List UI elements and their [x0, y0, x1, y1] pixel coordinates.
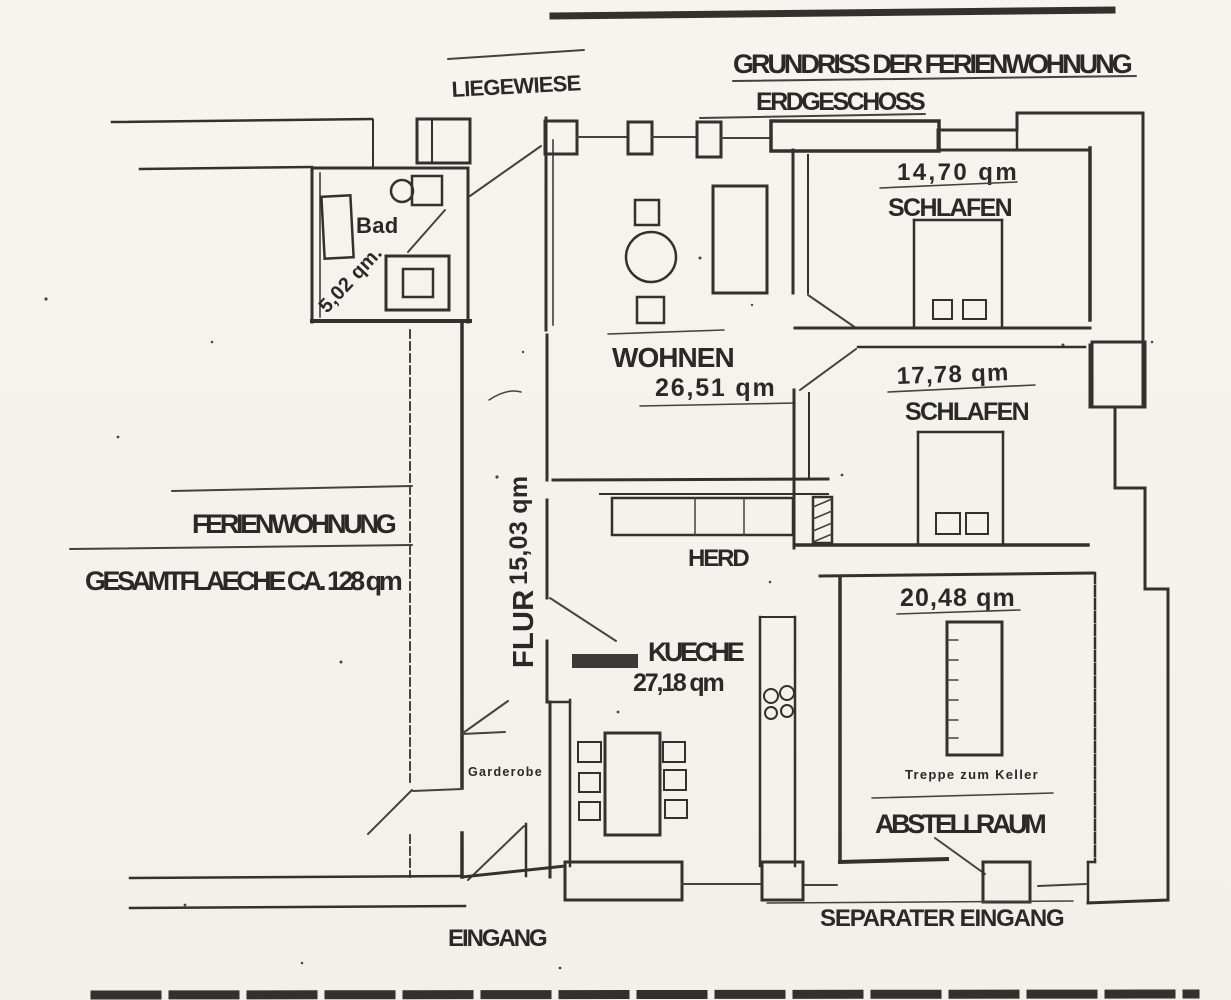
right-outer-boundary	[938, 113, 1168, 903]
bed-icon	[918, 432, 1003, 543]
wall-pier	[628, 122, 652, 154]
room-kueche	[553, 479, 832, 866]
separater-eingang-label: SEPARATER EINGANG	[820, 905, 1065, 932]
pillow	[933, 300, 952, 319]
bad-door-swing	[408, 210, 445, 252]
eingang-label: EINGANG	[448, 925, 548, 952]
ferienwohnung-label: FERIENWOHNUNG	[192, 509, 397, 539]
pillow	[966, 513, 988, 534]
garderobe-door-swing	[463, 701, 508, 733]
bad-label: Bad	[356, 213, 399, 238]
window	[1038, 884, 1086, 886]
wall-block	[565, 862, 682, 900]
schlafen2-label: SCHLAFEN	[905, 398, 1030, 426]
stove-icon	[760, 617, 795, 866]
abstellraum-door-swing	[935, 838, 985, 874]
wall-band	[771, 121, 939, 151]
abstellraum-area-label: 20,48 qm	[900, 584, 1015, 612]
bad-area-label: 5,02 qm.	[314, 242, 387, 318]
flur-door-swing	[368, 790, 412, 834]
room-schlafen2	[794, 342, 1145, 548]
flur-area-label: 15,03 qm	[505, 475, 533, 585]
room-wohnen	[608, 150, 856, 406]
sofa-icon	[713, 186, 767, 293]
chair-icon	[579, 773, 600, 792]
chimney-hatch	[813, 497, 832, 543]
chair-icon	[637, 297, 664, 323]
liegewiese-label: LIEGEWIESE	[450, 70, 583, 102]
flur-labels	[489, 391, 540, 668]
sideboard-icon	[572, 654, 638, 668]
chair-icon	[665, 800, 687, 818]
toilet-icon	[391, 176, 442, 205]
terrace-door-swing	[470, 146, 541, 196]
schlafen1-door-swing	[808, 295, 856, 328]
bottom-wall	[462, 862, 1086, 903]
chair-icon	[663, 742, 685, 762]
herd-label: HERD	[688, 545, 750, 572]
abstellraum-label: ABSTELLRAUM	[875, 809, 1047, 839]
entry-porch	[417, 119, 470, 163]
pillow	[936, 513, 960, 534]
shower-icon	[386, 256, 449, 310]
flur-label: FLUR	[508, 589, 540, 668]
room-schlafen1	[795, 159, 1090, 347]
treppe-label: Treppe zum Keller	[905, 767, 1038, 782]
page-title: GRUNDRISS DER FERIENWOHNUNG	[733, 49, 1133, 79]
room-flur	[368, 323, 616, 880]
kueche-area-label: 27,18 qm	[633, 669, 725, 697]
kueche-label: KUECHE	[648, 637, 745, 667]
round-table-icon	[626, 232, 676, 282]
wohnen-area-label: 26,51 qm	[655, 374, 775, 402]
wall-pier	[545, 121, 577, 154]
kitchen-counter-icon	[612, 498, 793, 535]
room-bad	[312, 146, 541, 322]
entrance-labels	[448, 905, 1065, 952]
sink-icon	[321, 195, 353, 258]
kueche-door-swing	[550, 598, 616, 641]
room-abstellraum	[820, 573, 1095, 903]
pillow	[963, 300, 986, 319]
stairs-icon	[947, 622, 1002, 755]
dining-set-icon	[570, 700, 687, 866]
title-block	[700, 49, 1136, 118]
wall-pier	[697, 122, 721, 157]
wall-block	[762, 862, 803, 900]
chair-icon	[664, 770, 686, 790]
garderobe-label: Garderobe	[468, 765, 542, 779]
exterior-walls	[545, 113, 1168, 903]
page-subtitle: ERDGESCHOSS	[756, 88, 926, 116]
bed-icon	[914, 220, 1002, 327]
schlafen1-label: SCHLAFEN	[888, 194, 1013, 222]
schlafen1-area-label: 14,70 qm	[897, 159, 1017, 186]
schlafen2-door-swing	[800, 349, 856, 390]
door-block	[983, 862, 1030, 902]
left-annotations	[70, 486, 465, 908]
dining-table-icon	[605, 733, 660, 835]
chair-icon	[635, 200, 659, 225]
schlafen2-area-label: 17,78 qm	[896, 359, 1010, 390]
wohnen-label: WOHNEN	[612, 342, 735, 373]
total-area-label: GESAMTFLAECHE CA. 128 qm	[85, 566, 403, 596]
scan-edge-artifacts	[44, 10, 1195, 995]
chair-icon	[579, 802, 600, 820]
liegewiese	[112, 50, 584, 169]
chair-icon	[578, 742, 601, 762]
garderobe	[462, 701, 550, 880]
wall-block	[1092, 342, 1145, 407]
